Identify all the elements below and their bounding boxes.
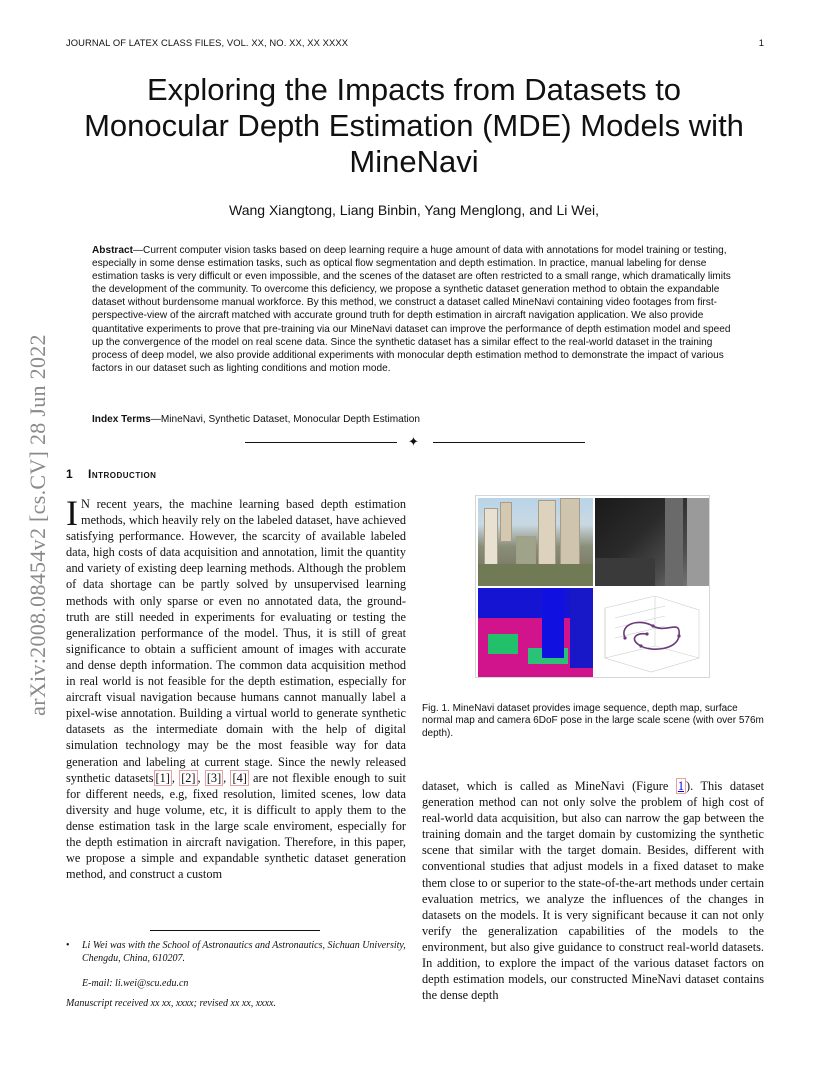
drop-cap: I	[66, 493, 78, 533]
figure-1	[475, 495, 710, 678]
affiliation-text: Li Wei was with the School of Astronautics and Astronautics, Sichuan University, Chengdu, China, 610207.	[82, 940, 406, 964]
citation-link-3[interactable]: [3]	[206, 770, 222, 785]
abstract-label: Abstract	[92, 245, 133, 256]
footnote-manuscript: Manuscript received xx xx, xxxx; revised xx xx, xxxx.	[66, 998, 276, 1009]
section-heading	[66, 467, 156, 481]
author-list: Wang Xiangtong, Liang Binbin, Yang Menglong, and Li Wei,	[229, 202, 599, 218]
title-line-2: Monocular Depth Estimation (MDE) Models with	[84, 108, 744, 143]
citation-separator-2: ,	[197, 770, 205, 785]
abstract	[92, 244, 740, 375]
pose-trajectory-graphic	[595, 588, 709, 677]
depth-map-panel	[595, 498, 709, 586]
divider-line-right	[433, 442, 585, 443]
index-terms-label: Index Terms	[92, 414, 151, 425]
footnote-email: E-mail: li.wei@scu.edu.cn	[82, 978, 189, 989]
title-line-1: Exploring the Impacts from Datasets to	[146, 72, 682, 107]
citation-link-2[interactable]: [2]	[181, 770, 196, 785]
page-number: 1	[758, 37, 764, 48]
intro-paragraph-2b: ). This dataset generation method can not only solve the problem of high cost of real-world data acquisition, but also can narrow the gap between the training domain and the target domain by customizing the synthetic scene that similar with the target domain. Besides, different with conventional studies that adjust models in a fixed dataset to make them close to or superior to the state-of-the-art methods under certain evaluation metrics, we analyze the influences of the changes in datasets on the models. It is very significant because it can not only verify the generalization capabilities of the models to the environment, but also give guidance to construct real-world datasets. In addition, to explore the impact of the various dataset factors on depth estimation models, our constructed MineNavi dataset contains the dense depth	[422, 779, 764, 1003]
running-header: JOURNAL OF LATEX CLASS FILES, VOL. XX, NO. XX, XX XXXX	[66, 37, 349, 48]
footnote-rule	[150, 930, 320, 931]
figure-1-caption: Fig. 1. MineNavi dataset provides image sequence, depth map, surface normal map and camera 6DoF pose in the large scale scene (with over 576m depth).	[422, 703, 764, 739]
abstract-text: —Current computer vision tasks based on deep learning require a huge amount of data with annotations for model training or testing, especially in some dense estimation tasks, such as optical flow segmentation and depth estimation. In practice, manual labeling for dense estimation tasks is very difficult or even impossible, and the scenes of the dataset are often restricted to a small range, which dramatically limits the development of the community. To overcome this deficiency, we propose a synthetic dataset generation method to obtain the expandable dataset without burdensome manual workforce. By this method, we construct a dataset called MineNavi containing video footages from first-perspective-view of the aircraft matched with accurate ground truth for depth estimation in aircraft navigation application. We also provide quantitative experiments to prove that pre-training via our MineNavi dataset can improve the performance of depth estimation model and speed up the convergence of the model on real scene data. Since the synthetic dataset has a similar effect to the real-world dataset in the training process of deep model, we also provide additional experiments with monocular depth estimation method to demonstrate the impact of various factors in our dataset such as lighting conditions and motion mode.	[92, 245, 731, 374]
citation-link-4[interactable]: [4]	[232, 770, 247, 785]
divider-diamond-icon: ✦	[408, 435, 419, 450]
section-number: 1	[66, 467, 73, 481]
arxiv-stamp-text: arXiv:2008.08454v2 [cs.CV] 28 Jun 2022	[25, 334, 50, 716]
section-title: Introduction	[88, 467, 157, 481]
rgb-image-panel	[478, 498, 593, 586]
footnote-bullet: •	[66, 940, 70, 951]
camera-pose-plot-panel	[595, 588, 709, 677]
intro-column-left	[66, 493, 406, 882]
surface-normal-panel	[478, 588, 593, 677]
index-terms	[92, 414, 740, 425]
citation-separator-1: ,	[171, 770, 180, 785]
intro-paragraph-1a: N recent years, the machine learning based depth estimation methods, which heavily rely on the labeled dataset, have achieved satisfying performance. However, the scarcity of available labeled data, high costs of data acquisition and annotation, limit the quantity and variety of existing deep learning methods. Although the problem of data shortage can be partly solved by unsupervised learning methods with only sparse or even no annotated data, the ground-truth are still needed in experiments for evaluating or testing the generalization performance of the model. Thus, it is still of great significance to obtain a sufficient amount of images with accurate and dense depth information. The common data acquisition method in real world is not feasible for the depth estimation, especially for aircraft visual navigation because humans cannot manually label a pixel-wise annotation. Building a virtual world to generate synthetic datasets as the intermediate domain with the help of digital simulation technology may be the most feasible way for data generation and labeling at current stage. Since the newly released synthetic datasets	[66, 497, 406, 785]
section-divider	[245, 435, 585, 450]
divider-line-left	[245, 442, 397, 443]
title-line-3: MineNavi	[349, 144, 479, 179]
figure-reference-link[interactable]: 1	[677, 779, 684, 793]
citation-separator-3: ,	[223, 770, 231, 785]
citation-link-1[interactable]: [1]	[155, 770, 170, 785]
index-terms-text: —MineNavi, Synthetic Dataset, Monocular Depth Estimation	[150, 414, 421, 425]
arxiv-stamp	[18, 290, 58, 760]
footnote-affiliation	[66, 940, 406, 965]
intro-paragraph-1b: are not flexible enough to suit for different needs, e.g, fixed resolution, limited scenes, low data diversity and huge volume, etc, it is difficult to apply them to the dense estimation task in the large scale enviroment, especially for the depth estimation in aircraft navigation. Therefore, in this paper, we propose a simple and expandable synthetic dataset generation method, and construct a custom	[66, 770, 406, 882]
intro-column-right	[422, 778, 764, 1003]
intro-paragraph-2a: dataset, which is called as MineNavi (Figure	[422, 779, 676, 793]
paper-title	[40, 72, 788, 180]
